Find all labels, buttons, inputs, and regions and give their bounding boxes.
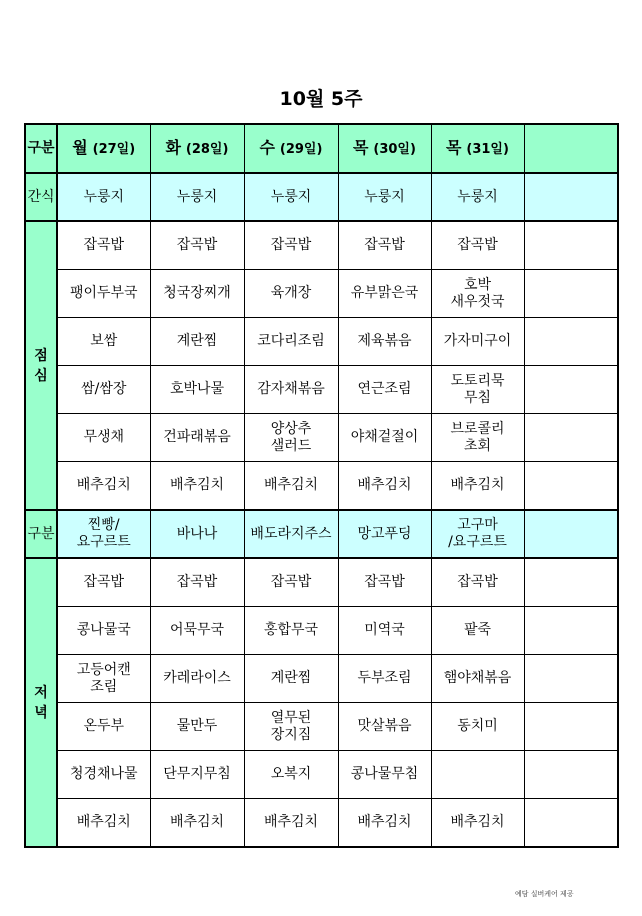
menu-cell: 누룽지 [244, 173, 338, 221]
menu-cell: 잡곡밥 [244, 558, 338, 607]
header-label: 구분 [25, 124, 57, 173]
day-name: 목 [353, 138, 369, 157]
menu-cell: 잡곡밥 [150, 558, 244, 607]
menu-cell: 고등어캔 조림 [57, 655, 150, 703]
dinner-label: 저 녁 [25, 558, 57, 847]
menu-cell: 누룽지 [338, 173, 431, 221]
menu-cell: 코다리조림 [244, 318, 338, 366]
weekly-menu-table [24, 123, 619, 848]
menu-cell: 배추김치 [431, 799, 524, 848]
menu-cell: 배추김치 [338, 462, 431, 511]
dinner-row [25, 558, 618, 607]
day-date: (28일) [185, 142, 229, 157]
row-label: 구분 [25, 510, 57, 558]
header-row [25, 124, 618, 173]
menu-cell: 잡곡밥 [244, 221, 338, 270]
menu-cell: 맛살볶음 [338, 703, 431, 751]
dinner-row [25, 751, 618, 799]
menu-cell: 온두부 [57, 703, 150, 751]
day-header [150, 124, 244, 173]
menu-cell: 누룽지 [431, 173, 524, 221]
day-date: (30일) [373, 142, 416, 157]
menu-cell: 배도라지주스 [244, 510, 338, 558]
menu-cell [524, 221, 618, 270]
menu-cell: 잡곡밥 [57, 221, 150, 270]
menu-cell: 제육볶음 [338, 318, 431, 366]
menu-cell: 양상추 샐러드 [244, 414, 338, 462]
menu-cell: 배추김치 [244, 799, 338, 848]
afternoon-snack-row [25, 510, 618, 558]
menu-cell: 야채겉절이 [338, 414, 431, 462]
day-header [244, 124, 338, 173]
day-name: 목 [446, 138, 462, 157]
menu-cell: 청경채나물 [57, 751, 150, 799]
day-header [338, 124, 431, 173]
menu-cell: 배추김치 [338, 799, 431, 848]
menu-cell [524, 799, 618, 848]
menu-cell: 잡곡밥 [57, 558, 150, 607]
day-name: 월 [72, 138, 88, 157]
menu-cell: 고구마 /요구르트 [431, 510, 524, 558]
lunch-row [25, 414, 618, 462]
lunch-row [25, 318, 618, 366]
menu-cell: 배추김치 [244, 462, 338, 511]
menu-cell: 누룽지 [57, 173, 150, 221]
dinner-row [25, 655, 618, 703]
menu-cell: 가자미구이 [431, 318, 524, 366]
menu-cell: 보쌈 [57, 318, 150, 366]
menu-cell: 햄야채볶음 [431, 655, 524, 703]
menu-cell: 바나나 [150, 510, 244, 558]
menu-cell: 잡곡밥 [431, 558, 524, 607]
menu-cell: 쌈/쌈장 [57, 366, 150, 414]
empty-header-cell [524, 124, 618, 173]
menu-cell: 유부맑은국 [338, 270, 431, 318]
menu-cell [524, 751, 618, 799]
menu-cell: 감자채볶음 [244, 366, 338, 414]
day-date: (27일) [92, 142, 136, 157]
menu-cell: 콩나물국 [57, 607, 150, 655]
lunch-row [25, 366, 618, 414]
menu-cell: 두부조림 [338, 655, 431, 703]
menu-cell: 단무지무침 [150, 751, 244, 799]
menu-cell: 어묵무국 [150, 607, 244, 655]
menu-cell [524, 270, 618, 318]
menu-cell [431, 751, 524, 799]
menu-cell: 잡곡밥 [338, 221, 431, 270]
dinner-row [25, 799, 618, 848]
menu-cell: 오복지 [244, 751, 338, 799]
lunch-row [25, 462, 618, 511]
menu-cell [524, 462, 618, 511]
menu-cell [524, 655, 618, 703]
menu-cell: 호박나물 [150, 366, 244, 414]
footer-credit: 예담 실버케어 제공 [515, 890, 574, 898]
menu-cell: 잡곡밥 [431, 221, 524, 270]
menu-cell: 배추김치 [150, 462, 244, 511]
row-label: 간식 [25, 173, 57, 221]
menu-cell: 배추김치 [57, 799, 150, 848]
menu-cell: 열무된 장지짐 [244, 703, 338, 751]
menu-cell: 무생채 [57, 414, 150, 462]
menu-cell: 계란찜 [150, 318, 244, 366]
day-date: (29일) [279, 142, 323, 157]
lunch-row [25, 270, 618, 318]
menu-cell: 홍합무국 [244, 607, 338, 655]
menu-cell: 미역국 [338, 607, 431, 655]
menu-cell: 브로콜리 초회 [431, 414, 524, 462]
day-name: 화 [165, 138, 182, 157]
menu-cell: 찐빵/ 요구르트 [57, 510, 150, 558]
menu-cell: 동치미 [431, 703, 524, 751]
menu-cell [524, 558, 618, 607]
menu-cell [524, 173, 618, 221]
menu-cell: 잡곡밥 [150, 221, 244, 270]
menu-cell [524, 703, 618, 751]
menu-cell: 연근조림 [338, 366, 431, 414]
menu-cell: 건파래볶음 [150, 414, 244, 462]
lunch-label: 점 심 [25, 221, 57, 510]
menu-cell [524, 510, 618, 558]
menu-cell: 배추김치 [57, 462, 150, 511]
menu-cell [524, 607, 618, 655]
menu-cell: 계란찜 [244, 655, 338, 703]
dinner-row [25, 703, 618, 751]
menu-cell: 누룽지 [150, 173, 244, 221]
morning-snack-row [25, 173, 618, 221]
menu-cell [524, 414, 618, 462]
day-header [431, 124, 524, 173]
menu-cell: 호박 새우젓국 [431, 270, 524, 318]
day-date: (31일) [466, 142, 509, 157]
menu-cell: 물만두 [150, 703, 244, 751]
menu-cell [524, 366, 618, 414]
day-name: 수 [259, 138, 276, 157]
menu-cell [524, 318, 618, 366]
menu-cell: 청국장찌개 [150, 270, 244, 318]
menu-cell: 콩나물무침 [338, 751, 431, 799]
page-title: 10월 5주 [279, 88, 363, 110]
dinner-row [25, 607, 618, 655]
menu-cell: 배추김치 [431, 462, 524, 511]
menu-cell: 망고푸딩 [338, 510, 431, 558]
lunch-row [25, 221, 618, 270]
menu-cell: 카레라이스 [150, 655, 244, 703]
menu-cell: 팥죽 [431, 607, 524, 655]
menu-cell: 도토리묵 무침 [431, 366, 524, 414]
menu-cell: 잡곡밥 [338, 558, 431, 607]
menu-cell: 팽이두부국 [57, 270, 150, 318]
day-header [57, 124, 150, 173]
menu-cell: 배추김치 [150, 799, 244, 848]
menu-cell: 육개장 [244, 270, 338, 318]
